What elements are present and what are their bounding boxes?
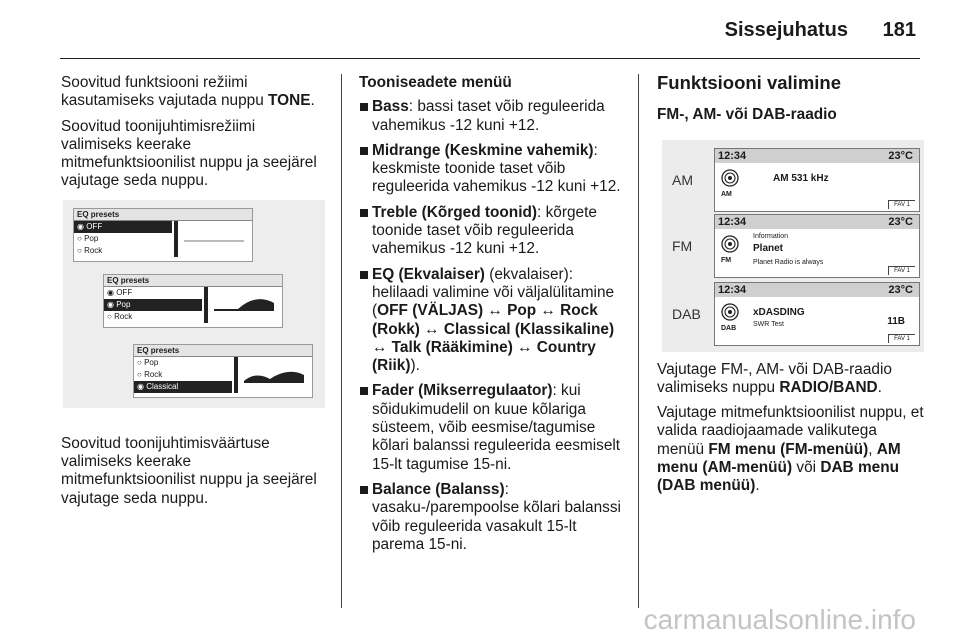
eq-option: ○ Pop — [137, 358, 159, 367]
paragraph: Vajutage mitmefunktsioonilist nuppu, et valida raadiojaamade valikutega menüü FM menu (FM-menüü), AM menu (AM-menüü) või DAB menu (DAB menüü). — [657, 404, 924, 495]
scrollbar — [174, 221, 178, 257]
eq-option: ◉ Classical — [134, 381, 232, 393]
eq-option: ○ Rock — [77, 246, 103, 255]
section-title: Tooniseadete menüü — [359, 74, 512, 91]
watermark: carmanualsonline.info — [643, 604, 916, 635]
channel-id: 11B — [887, 316, 905, 327]
status-bar: 12:34 23°C — [715, 215, 919, 229]
paragraph: Soovitud toonijuhtimisrežiimi valimiseks keerake mitmefunktsioonilist nuppu ja seejärel vajutage seda nuppu. — [61, 117, 317, 190]
eq-presets-figure — [63, 200, 325, 408]
eq-caption: EQ presets — [104, 275, 282, 287]
antenna-icon — [721, 235, 739, 253]
radio-text: Planet Radio is always — [753, 259, 824, 266]
band-name: FM — [721, 257, 732, 264]
eq-option: ◉ Pop — [104, 299, 202, 311]
scrollbar — [234, 357, 238, 393]
page-number: 181 — [882, 19, 916, 41]
status-bar: 12:34 23°C — [715, 149, 919, 163]
favourite-tag: FAV 1 — [888, 334, 915, 343]
eq-curve-pop — [212, 289, 276, 323]
station-name: xDASDING — [753, 307, 805, 318]
list-item: EQ (Ekvalaiser) (ekvalaiser): helilaadi valimine või väljalülitamine (OFF (VÄLJAS) ↔ Pop ↔ Rock (Rokk) ↔ Classical (Klassikaline) ↔ Talk (Rääkimine) ↔ Country (Riik)). — [359, 266, 629, 376]
eq-caption: EQ presets — [134, 345, 312, 357]
list-item: Bass: bassi taset võib reguleerida vahemikus -12 kuni +12. — [359, 98, 629, 135]
status-bar: 12:34 23°C — [715, 283, 919, 297]
list-item: Balance (Balanss): vasaku-/parempoolse kõlari balanssi võib reguleerida vasakult 15-lt parema 15-ni. — [359, 481, 629, 554]
eq-presets-screen — [103, 274, 283, 328]
eq-option: ○ Rock — [137, 370, 163, 379]
antenna-icon — [721, 169, 739, 187]
paragraph: Soovitud toonijuhtimisväärtuse valimiseks keerake mitmefunktsioonilist nuppu ja seejärel vajutage seda nuppu. — [61, 434, 317, 507]
band-label: FM — [672, 238, 693, 254]
band-name: AM — [721, 191, 732, 198]
eq-option: ◉ OFF — [74, 221, 172, 233]
eq-option: ◉ OFF — [107, 288, 133, 297]
list-item: Treble (Kõrged toonid): kõrgete toonide taset võib reguleerida vahemikus -12 kuni +12. — [359, 204, 629, 259]
radio-text: Information — [753, 233, 789, 240]
subsection-heading: FM-, AM- või DAB-raadio — [657, 106, 837, 124]
eq-caption: EQ presets — [74, 209, 252, 221]
eq-presets-screen — [73, 208, 253, 262]
radio-screen-dab — [714, 282, 920, 346]
radio-band-figure — [662, 140, 924, 352]
radio-screen-fm — [714, 214, 920, 278]
eq-curve-classical — [242, 359, 306, 393]
radio-text: SWR Test — [753, 321, 784, 328]
eq-presets-screen — [133, 344, 313, 398]
antenna-icon — [721, 303, 739, 321]
header-rule — [60, 58, 920, 59]
paragraph: Soovitud funktsiooni režiimi kasutamiseks vajutada nuppu TONE. — [61, 74, 315, 110]
eq-curve-flat — [182, 223, 246, 257]
eq-option: ○ Rock — [107, 312, 133, 321]
list-item: Midrange (Keskmine vahemik): keskmiste toonide taset võib reguleerida vahemikus -12 kuni +12. — [359, 142, 629, 197]
band-label: AM — [672, 172, 693, 188]
favourite-tag: FAV 1 — [888, 266, 915, 275]
column-separator — [638, 74, 639, 608]
band-label: DAB — [672, 306, 701, 322]
eq-option: ○ Pop — [77, 234, 99, 243]
station-name: Planet — [753, 243, 784, 254]
band-name: DAB — [721, 325, 737, 332]
column-separator — [341, 74, 342, 608]
frequency: AM 531 kHz — [773, 173, 829, 184]
paragraph: Vajutage FM-, AM- või DAB-raadio valimiseks nuppu RADIO/BAND. — [657, 360, 892, 396]
favourite-tag: FAV 1 — [888, 200, 915, 209]
list-item: Fader (Mikserregulaator): kui sõidukimudelil on kuue kõlariga süsteem, võib eesmise/tagumise kõlari balanssi reguleerida eesmiselt 15-lt tagumise 15-ni. — [359, 382, 629, 473]
page-header-title: Sissejuhatus — [724, 19, 848, 41]
radio-screen-am — [714, 148, 920, 212]
column-2 — [359, 74, 629, 561]
scrollbar — [204, 287, 208, 323]
section-heading: Funktsiooni valimine — [657, 72, 841, 93]
